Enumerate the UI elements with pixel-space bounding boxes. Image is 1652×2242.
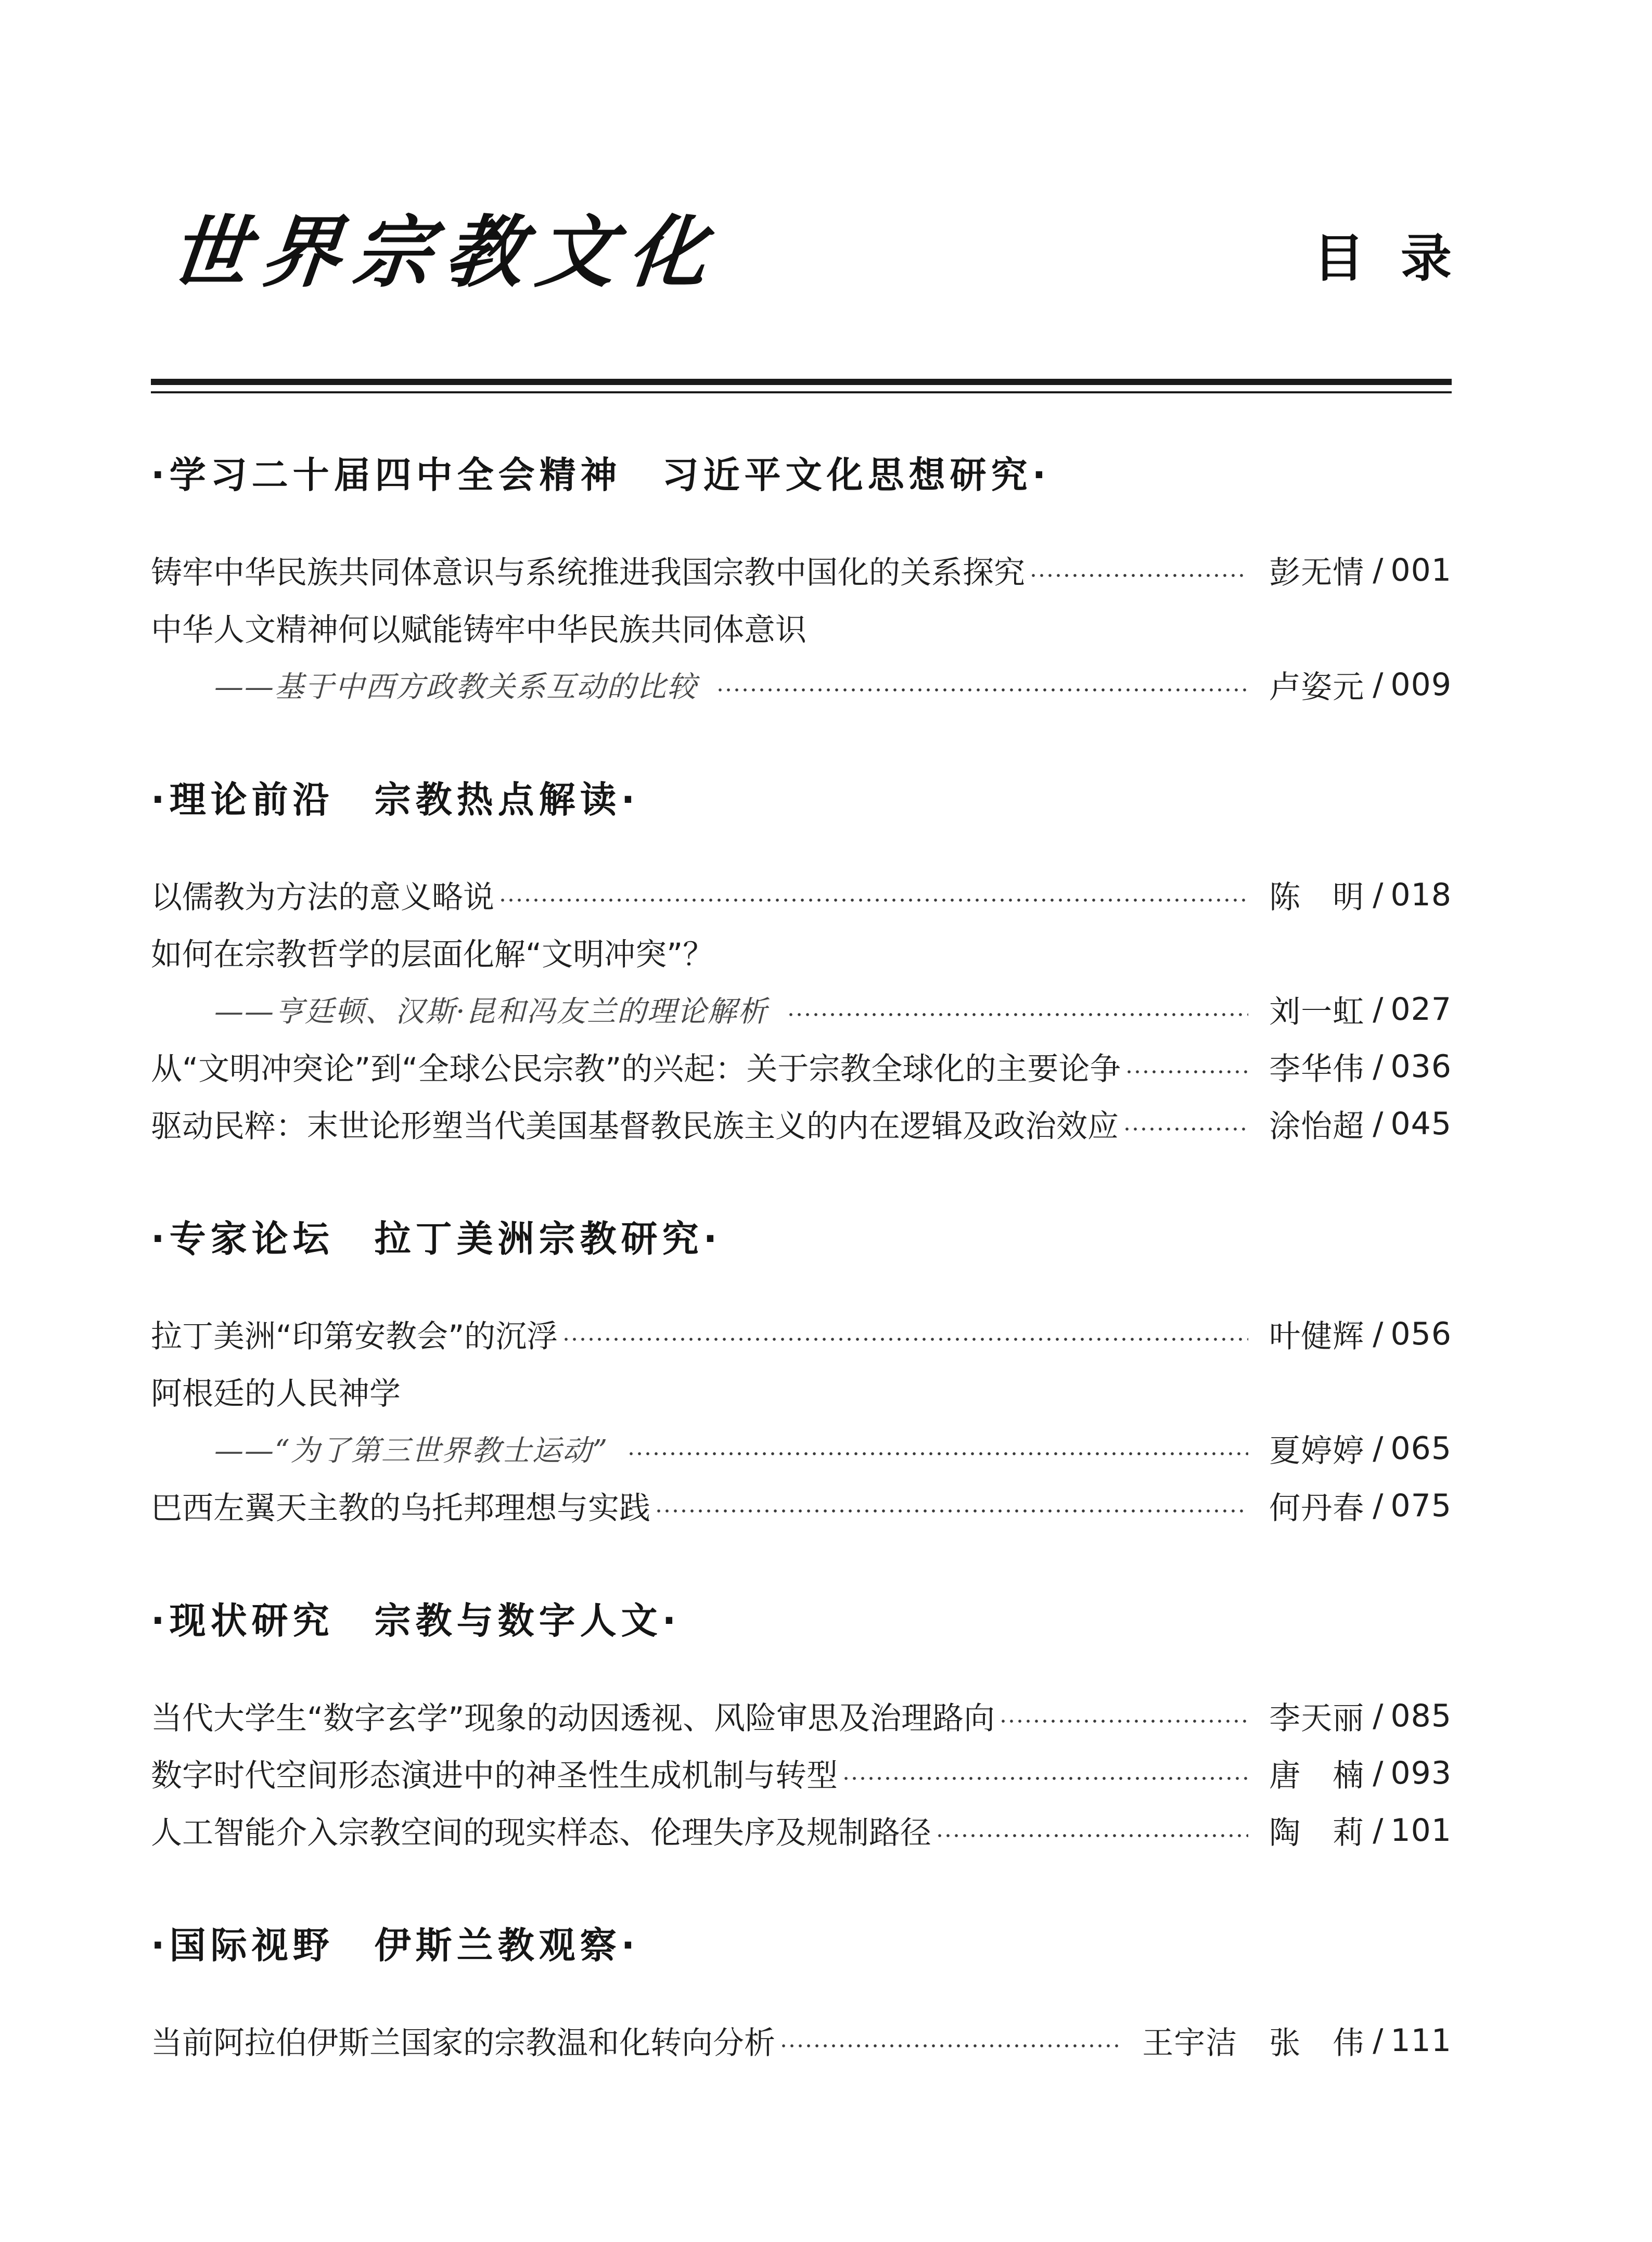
entry-author: 叶健辉 (1269, 1318, 1365, 1355)
separator-slash: / (1373, 1316, 1384, 1352)
entry-page: 075 (1390, 1488, 1452, 1524)
dot-leader (655, 1506, 1248, 1516)
entry-title: 阿根廷的人民神学 (151, 1376, 401, 1412)
section-title-secondary: 宗教热点解读 (374, 778, 621, 821)
entry-subtitle: ——亨廷顿、汉斯·昆和冯友兰的理论解析 (214, 995, 768, 1029)
dot-leader (627, 1449, 1248, 1458)
entry-page: 056 (1390, 1316, 1452, 1352)
entry-title: 如何在宗教哲学的层面化解“文明冲突”？ (151, 937, 714, 973)
dot-leader (999, 1716, 1248, 1726)
toc-entry[interactable] (151, 1313, 1452, 1355)
section-title-primary: 国际视野 (169, 1924, 334, 1967)
section-title: ·学习二十届四中全会精神 习近平文化思想研究· (151, 454, 1051, 496)
toc-entry[interactable] (151, 874, 1452, 916)
toc-entry[interactable] (151, 549, 1452, 591)
toc-entry[interactable] (151, 1103, 1452, 1145)
entry-author: 陈 明 (1269, 879, 1365, 916)
section-title-secondary: 拉丁美洲宗教研究 (374, 1218, 703, 1260)
dot-leader (936, 1831, 1248, 1840)
entry-title: 驱动民粹：末世论形塑当代美国基督教民族主义的内在逻辑及政治效应 (151, 1108, 1119, 1145)
entry-author: 刘一虹 (1269, 994, 1365, 1030)
entry-page: 101 (1390, 1812, 1452, 1849)
entry-title: 拉丁美洲“印第安教会”的沉浮 (151, 1318, 558, 1355)
dot-leader (779, 2041, 1121, 2051)
section-title-primary: 学习二十届四中全会精神 (169, 454, 622, 496)
separator-slash: / (1373, 991, 1384, 1028)
entry-page: 065 (1390, 1430, 1452, 1467)
toc-entry[interactable] (151, 607, 1452, 648)
entry-author: 夏婷婷 (1269, 1433, 1365, 1469)
toc-entry[interactable] (151, 1046, 1452, 1087)
entry-title: 当前阿拉伯伊斯兰国家的宗教温和化转向分析 (151, 2025, 775, 2061)
entry-page: 018 (1390, 877, 1452, 913)
toc-entry[interactable] (151, 1752, 1452, 1794)
entry-author: 李华伟 (1269, 1051, 1365, 1087)
entry-title: 巴西左翼天主教的乌托邦理想与实践 (151, 1490, 650, 1527)
entry-author: 卢姿元 (1269, 669, 1365, 706)
entry-page: 093 (1390, 1755, 1452, 1791)
dot-leader (1125, 1067, 1248, 1077)
section-title: ·理论前沿 宗教热点解读· (151, 778, 640, 821)
section-title-secondary: 伊斯兰教观察 (374, 1924, 621, 1967)
entry-author: 何丹春 (1269, 1490, 1365, 1527)
separator-slash: / (1373, 552, 1384, 588)
dot-leader (787, 1010, 1248, 1019)
separator-slash: / (1373, 1698, 1384, 1734)
toc-entry-subtitle-line[interactable] (151, 664, 1452, 706)
toc-entry[interactable] (151, 1370, 1452, 1412)
entry-author: 唐 楠 (1269, 1758, 1365, 1794)
separator-slash: / (1373, 2022, 1384, 2059)
section-title: ·现状研究 宗教与数字人文· (151, 1599, 681, 1642)
separator-slash: / (1373, 1812, 1384, 1849)
entry-title: 当代大学生“数字玄学”现象的动因透视、风险审思及治理路向 (151, 1700, 995, 1737)
entry-author: 李天丽 (1269, 1700, 1365, 1737)
entry-author: 王宇洁 张 伟 (1142, 2025, 1365, 2061)
toc-entry-subtitle-line[interactable] (151, 1428, 1452, 1469)
entry-title: 从“文明冲突论”到“全球公民宗教”的兴起：关于宗教全球化的主要论争 (151, 1051, 1121, 1087)
dot-leader (842, 1774, 1248, 1783)
dot-leader (1123, 1124, 1248, 1134)
header-rule-thick (151, 379, 1452, 385)
section-title-secondary: 习近平文化思想研究 (662, 454, 1032, 496)
separator-slash: / (1373, 1048, 1384, 1085)
header-rule-thin (151, 391, 1452, 393)
entry-page: 045 (1390, 1106, 1452, 1142)
section-title: ·专家论坛 拉丁美洲宗教研究· (151, 1218, 722, 1260)
dot-leader (1029, 571, 1248, 580)
entry-title: 铸牢中华民族共同体意识与系统推进我国宗教中国化的关系探究 (151, 555, 1025, 591)
contents-heading: 目录 (1313, 229, 1488, 288)
section-title-secondary: 宗教与数字人文 (374, 1599, 662, 1642)
section-title-primary: 现状研究 (169, 1599, 334, 1642)
entry-page: 111 (1390, 2022, 1452, 2059)
section-title-primary: 专家论坛 (169, 1218, 334, 1260)
toc-entry-subtitle-line[interactable] (151, 989, 1452, 1030)
entry-title: 中华人文精神何以赋能铸牢中华民族共同体意识 (151, 612, 806, 648)
separator-slash: / (1373, 877, 1384, 913)
separator-slash: / (1373, 667, 1384, 703)
separator-slash: / (1373, 1488, 1384, 1524)
dot-leader (716, 685, 1248, 695)
entry-page: 036 (1390, 1048, 1452, 1085)
entry-subtitle: ——基于中西方政教关系互动的比较 (214, 670, 697, 704)
entry-title: 以儒教为方法的意义略说 (151, 879, 494, 916)
journal-title: 世界宗教文化 (165, 207, 725, 298)
entry-page: 027 (1390, 991, 1452, 1028)
entry-title: 人工智能介入宗教空间的现实样态、伦理失序及规制路径 (151, 1815, 931, 1851)
toc-entry[interactable] (151, 1695, 1452, 1737)
section-title: ·国际视野 伊斯兰教观察· (151, 1924, 640, 1967)
dot-leader (562, 1335, 1248, 1344)
toc-entry[interactable] (151, 1810, 1452, 1851)
section-title-primary: 理论前沿 (169, 778, 334, 821)
separator-slash: / (1373, 1755, 1384, 1791)
entry-author: 陶 莉 (1269, 1815, 1365, 1851)
toc-entry[interactable] (151, 1485, 1452, 1527)
entry-author: 彭无情 (1269, 555, 1365, 591)
entry-subtitle: ——“为了第三世界教士运动” (214, 1434, 609, 1468)
entry-title: 数字时代空间形态演进中的神圣性生成机制与转型 (151, 1758, 838, 1794)
separator-slash: / (1373, 1430, 1384, 1467)
entry-page: 009 (1390, 667, 1452, 703)
separator-slash: / (1373, 1106, 1384, 1142)
entry-author: 涂怡超 (1269, 1108, 1365, 1145)
dot-leader (498, 895, 1248, 905)
toc-entry[interactable] (151, 931, 1452, 973)
entry-page: 085 (1390, 1698, 1452, 1734)
toc-entry[interactable] (151, 2020, 1452, 2061)
entry-page: 001 (1390, 552, 1452, 588)
